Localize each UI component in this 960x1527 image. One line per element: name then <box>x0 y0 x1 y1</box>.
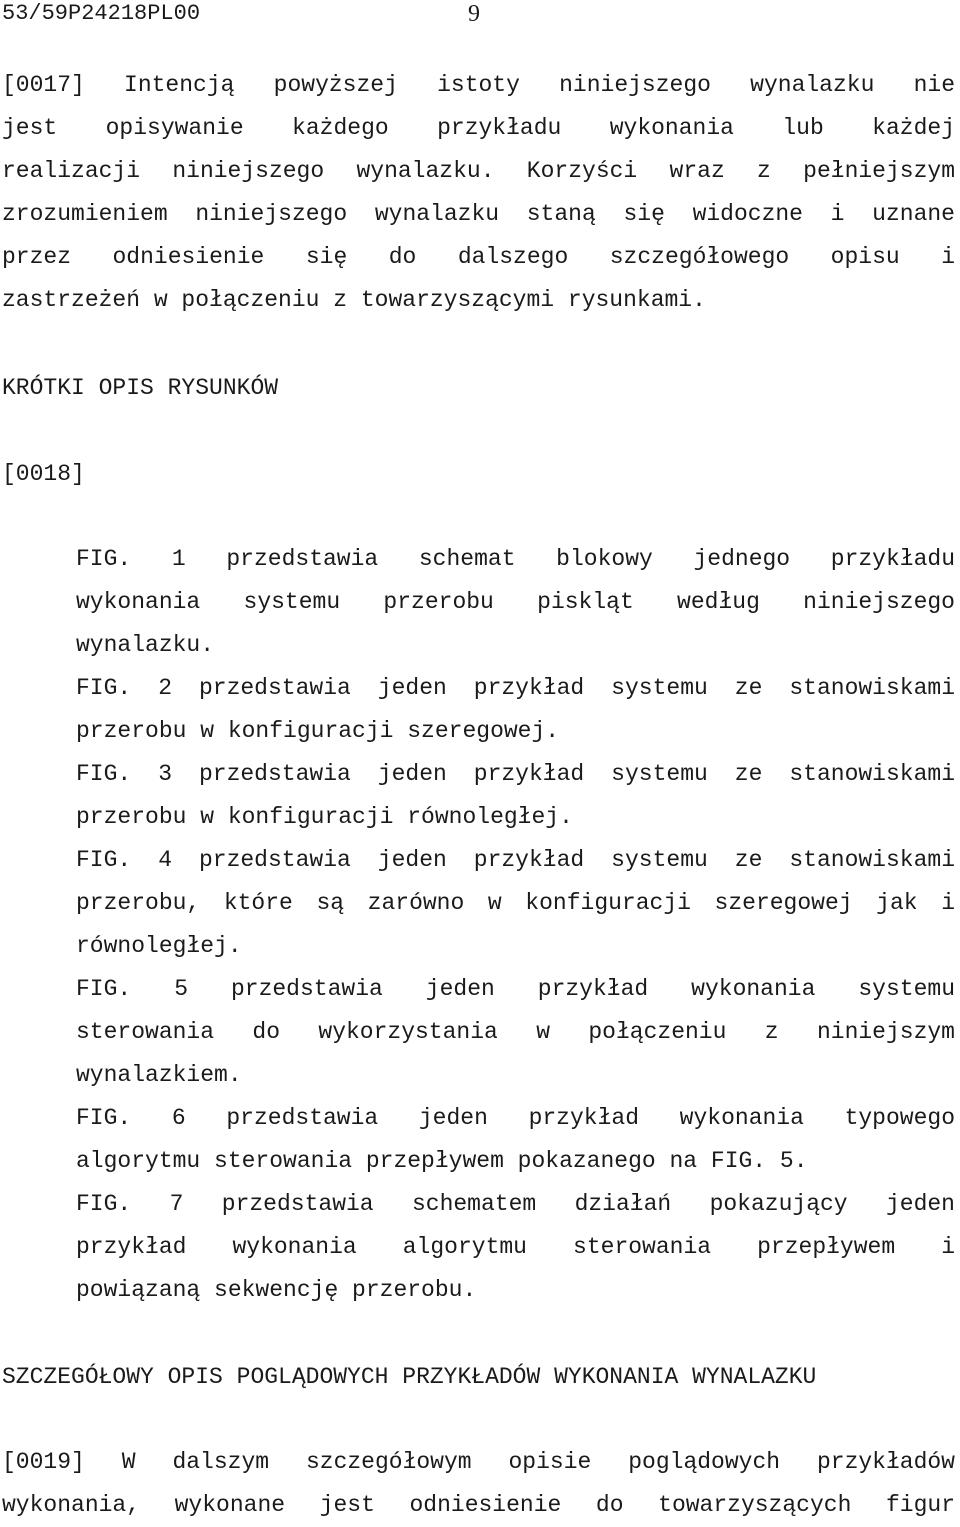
figure-line: algorytmu sterowania przepływem pokazanego na FIG. 5. <box>76 1148 808 1174</box>
figure-entry-6 <box>76 1097 955 1183</box>
figure-line: wynalazkiem. <box>76 1062 242 1088</box>
figure-line: sterowania do wykorzystania w połączeniu z niniejszym <box>76 1019 955 1045</box>
figure-line: FIG. 4 przedstawia jeden przykład systemu ze stanowiskami <box>76 847 955 873</box>
paragraph-line: wykonania, wykonane jest odniesienie do towarzyszących figur <box>2 1492 955 1518</box>
paragraph-line: przez odniesienie się do dalszego szczegółowego opisu i <box>2 244 955 270</box>
figure-line: FIG. 2 przedstawia jeden przykład systemu ze stanowiskami <box>76 675 955 701</box>
figure-entry-1 <box>76 538 955 667</box>
section-heading-brief-description: KRÓTKI OPIS RYSUNKÓW <box>2 375 279 401</box>
figure-line: wynalazku. <box>76 632 215 658</box>
paragraph-line: [0019] W dalszym szczegółowym opisie poglądowych przykładów <box>2 1449 955 1475</box>
figure-line: przykład wykonania algorytmu sterowania przepływem i <box>76 1234 955 1260</box>
figure-line: przerobu w konfiguracji równoległej. <box>76 804 573 830</box>
figure-entry-3 <box>76 753 955 839</box>
figure-line: przerobu, które są zarówno w konfiguracji szeregowej jak i <box>76 890 955 916</box>
figure-line: przerobu w konfiguracji szeregowej. <box>76 718 560 744</box>
figure-list <box>76 538 955 1312</box>
figure-entry-4 <box>76 839 955 968</box>
paragraph-line: zrozumieniem niniejszego wynalazku staną się widoczne i uznane <box>2 201 955 227</box>
paragraph-tag-0018: [0018] <box>2 461 85 487</box>
section-heading-detailed-description: SZCZEGÓŁOWY OPIS POGLĄDOWYCH PRZYKŁADÓW WYKONANIA WYNALAZKU <box>2 1364 817 1390</box>
paragraph-0017 <box>2 64 955 322</box>
figure-entry-2 <box>76 667 955 753</box>
page-number: 9 <box>468 1 480 27</box>
figure-line: równoległej. <box>76 933 242 959</box>
figure-line: FIG. 6 przedstawia jeden przykład wykonania typowego <box>76 1105 955 1131</box>
figure-line: FIG. 5 przedstawia jeden przykład wykonania systemu <box>76 976 955 1002</box>
paragraph-line: jest opisywanie każdego przykładu wykonania lub każdej <box>2 115 955 141</box>
paragraph-line: zastrzeżeń w połączeniu z towarzyszącymi rysunkami. <box>2 287 706 313</box>
figure-line: FIG. 1 przedstawia schemat blokowy jednego przykładu <box>76 546 955 572</box>
figure-line: wykonania systemu przerobu piskląt według niniejszego <box>76 589 955 615</box>
paragraph-line: realizacji niniejszego wynalazku. Korzyści wraz z pełniejszym <box>2 158 955 184</box>
paragraph-line: [0017] Intencją powyższej istoty niniejszego wynalazku nie <box>2 72 955 98</box>
figure-line: FIG. 3 przedstawia jeden przykład systemu ze stanowiskami <box>76 761 955 787</box>
paragraph-0019 <box>2 1441 955 1527</box>
figure-line: FIG. 7 przedstawia schematem działań pokazujący jeden <box>76 1191 955 1217</box>
figure-line: powiązaną sekwencję przerobu. <box>76 1277 477 1303</box>
figure-entry-7 <box>76 1183 955 1312</box>
figure-entry-5 <box>76 968 955 1097</box>
page-header <box>0 0 960 30</box>
document-id: 53/59P24218PL00 <box>2 1 201 26</box>
